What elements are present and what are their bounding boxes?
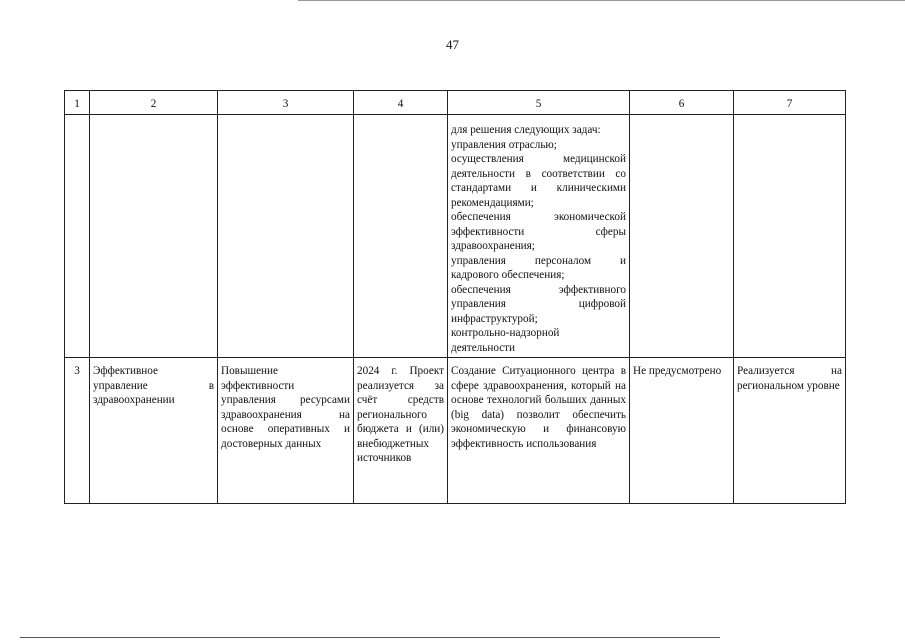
table-cell [630,115,734,358]
text-line: для решения следующих задач: [451,124,601,136]
table-cell-name: Эффективное управление в здравоохранении [90,358,218,504]
text-line: кадрового обеспечения; [451,269,565,281]
text-line: деятельности [451,341,516,354]
top-rule [298,0,905,1]
row-number: 3 [65,358,90,504]
column-header: 3 [218,91,354,115]
table-cell [734,115,846,358]
text-line: обеспечения эффективного [451,283,626,296]
table-cell-level: Реализуется на региональном уровне [734,358,846,504]
table-cell-tasks [448,115,630,358]
column-header: 6 [630,91,734,115]
table-cell-provision: Не предусмотрено [630,358,734,504]
table-cell [218,115,354,358]
page-number: 47 [446,37,459,52]
table-cell-description: Создание Ситуационного центра в сфере здравоохранения, который на основе технологий больших данных (big data) позволит обеспечить экономическую и финансовую эффективность использования [448,358,630,504]
table-row [65,358,846,504]
text-line: стандартами и клиническими [451,182,626,194]
text-line: рекомендациями; [451,196,534,209]
column-header: 7 [734,91,846,115]
text-line: деятельности в соответствии со [451,167,626,180]
text-line: эффективности сферы [451,225,626,238]
text-line: контрольно-надзорной [451,327,560,339]
column-header: 1 [65,91,90,115]
bottom-rule [20,637,720,638]
text-line: инфраструктурой; [451,312,538,325]
table-row [65,115,846,358]
text-line: управления персоналом и [451,254,626,267]
text-line: осуществления медицинской [451,153,626,165]
column-header: 4 [354,91,448,115]
text-line: управления цифровой [451,298,626,310]
table-cell-period: 2024 г. Проект реализуется за счёт средств регионального бюджета и (или) внебюджетных источников [354,358,448,504]
text-line: обеспечения экономической [451,211,626,223]
table-cell [65,115,90,358]
column-header: 2 [90,91,218,115]
text-line: управления отраслью; [451,138,557,151]
table-cell [354,115,448,358]
text-line: здравоохранения; [451,240,535,252]
table-cell [90,115,218,358]
table-cell-goal: Повышение эффективности управления ресурсами здравоохранения на основе оперативных и достоверных данных [218,358,354,504]
table-header-row [65,91,846,115]
data-table [64,90,846,504]
column-header: 5 [448,91,630,115]
